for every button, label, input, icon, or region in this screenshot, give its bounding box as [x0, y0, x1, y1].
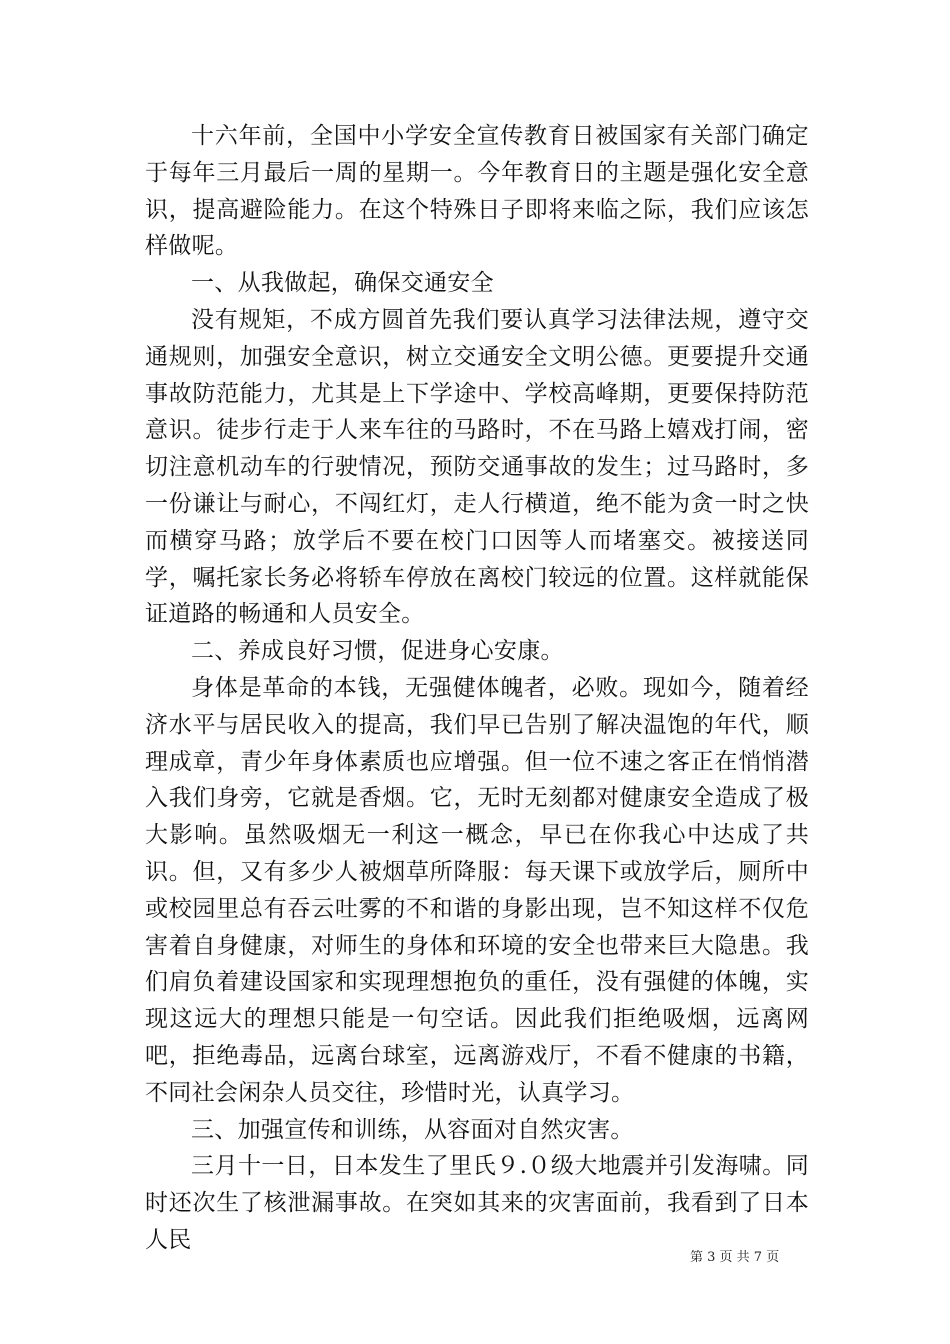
- paragraph-health-habits: 身体是革命的本钱，无强健体魄者，必败。现如今，随着经济水平与居民收入的提高，我们早已告别了解决温饱的年代，顺理成章，青少年身体素质也应增强。但一位不速之客正在悄悄潜入我们身旁，它就是香烟。它，无时无刻都对健康安全造成了极大影响。虽然吸烟无一利这一概念，早已在你我心中达成了共识。但，又有多少人被烟草所降服：每天课下或放学后，厕所中或校园里总有吞云吐雾的不和谐的身影出现，岂不知这样不仅危害着自身健康，对师生的身体和环境的安全也带来巨大隐患。我们肩负着建设国家和实现理想抱负的重任，没有强健的体魄，实现这远大的理想只能是一句空话。因此我们拒绝吸烟，远离网吧，拒绝毒品，远离台球室，远离游戏厅，不看不健康的书籍，不同社会闲杂人员交往，珍惜时光，认真学习。: [145, 674, 809, 1106]
- heading-section-2: 二、养成良好习惯，促进身心安康。: [191, 638, 564, 665]
- heading-section-1: 一、从我做起，确保交通安全: [191, 270, 494, 297]
- paragraph-intro: 十六年前，全国中小学安全宣传教育日被国家有关部门确定于每年三月最后一周的星期一。今年教育日的主题是强化安全意识，提高避险能力。在这个特殊日子即将来临之际，我们应该怎样做呢。: [145, 123, 809, 260]
- page-number-footer: 第 3 页 共 7 页: [690, 1250, 780, 1265]
- document-body: [145, 118, 809, 1259]
- heading-section-3: 三、加强宣传和训练，从容面对自然灾害。: [191, 1116, 634, 1143]
- paragraph-natural-disaster: 三月十一日，日本发生了里氏９.０级大地震并引发海啸。同时还次生了核泄漏事故。在突如其来的灾害面前，我看到了日本人民: [145, 1153, 809, 1253]
- paragraph-traffic-safety: 没有规矩，不成方圆首先我们要认真学习法律法规，遵守交通规则，加强安全意识，树立交通安全文明公德。更要提升交通事故防范能力，尤其是上下学途中、学校高峰期，更要保持防范意识。徒步行走于人来车往的马路时，不在马路上嬉戏打闹，密切注意机动车的行驶情况，预防交通事故的发生；过马路时，多一份谦让与耐心，不闯红灯，走人行横道，绝不能为贪一时之快而横穿马路；放学后不要在校门口因等人而堵塞交。被接送同学，嘱托家长务必将轿车停放在离校门较远的位置。这样就能保证道路的畅通和人员安全。: [145, 306, 809, 628]
